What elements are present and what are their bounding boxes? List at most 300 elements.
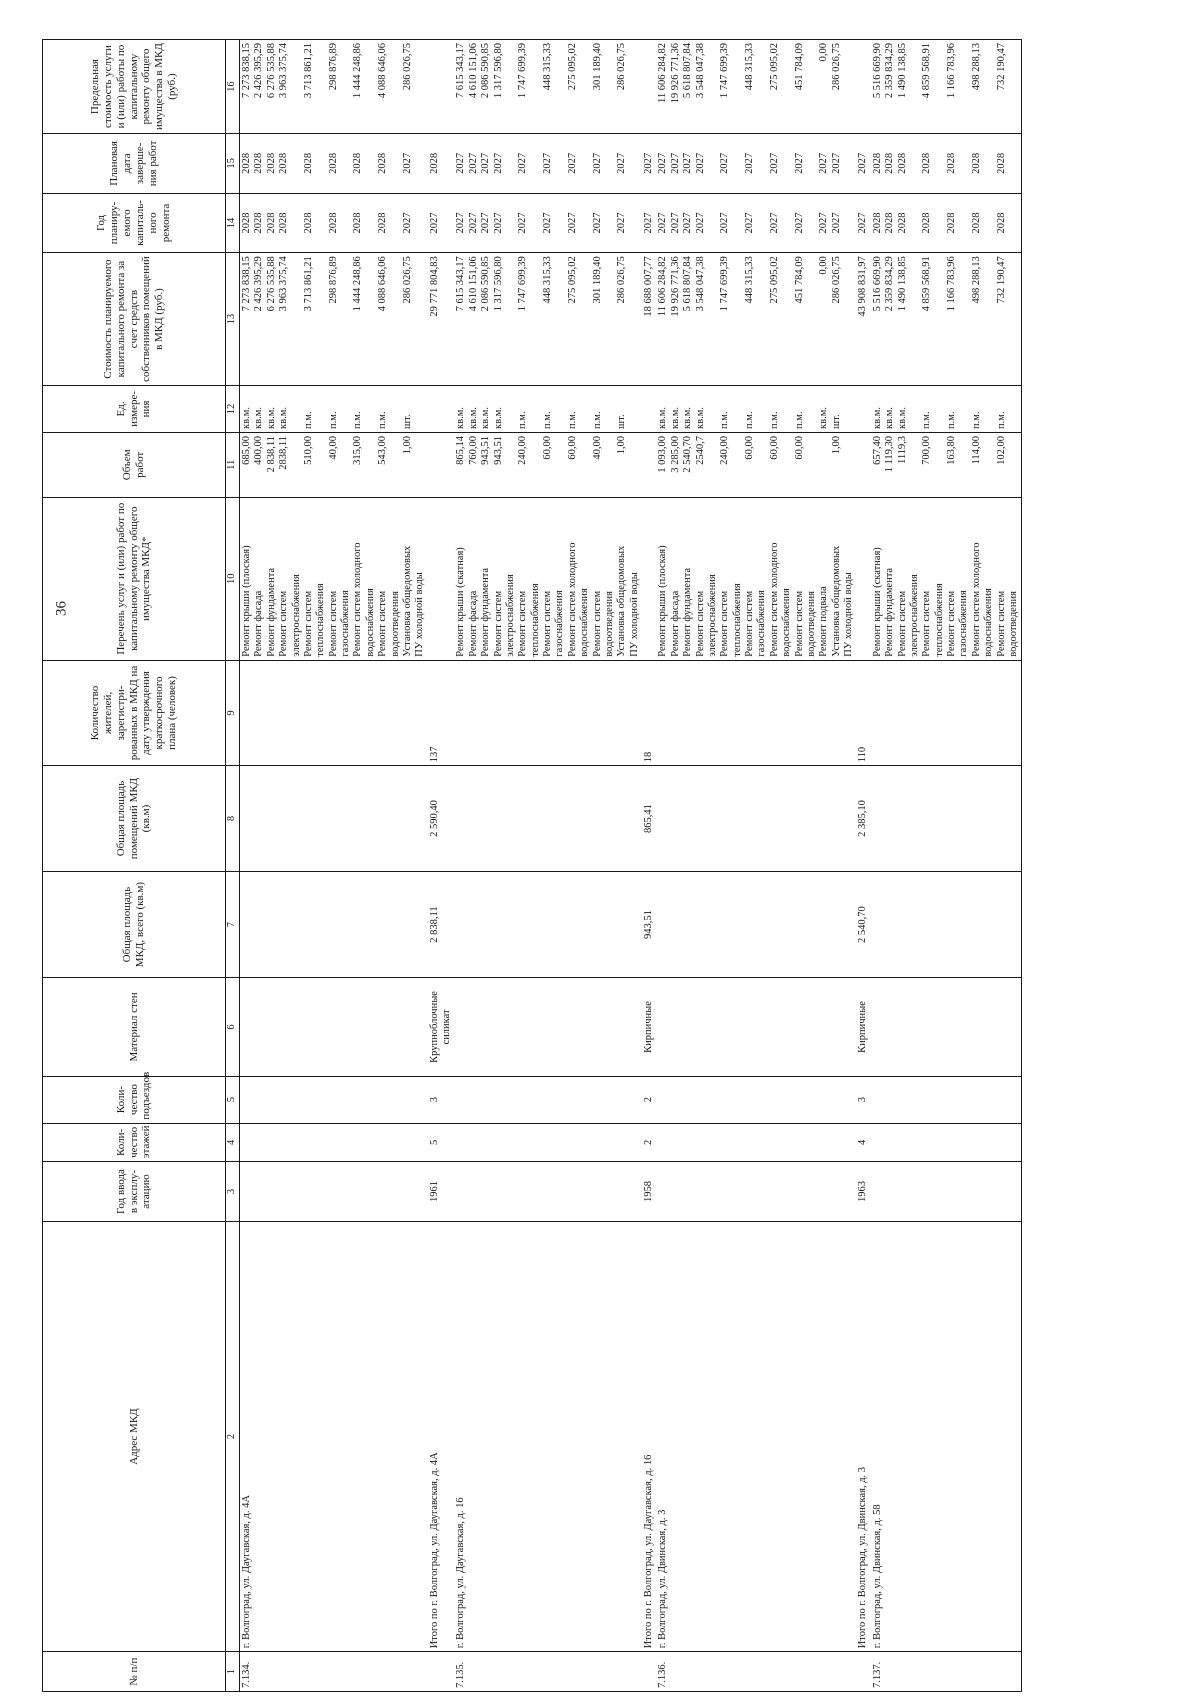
table-body: [240, 40, 1022, 1692]
plan-year-list-line: [1008, 197, 1020, 250]
works-list-line: Ремонт систем холодного: [566, 542, 578, 657]
cost-list-line: 4 859 568,91: [921, 256, 933, 312]
unit-list: [454, 385, 642, 432]
works-list-line: водоотведения: [1007, 591, 1019, 657]
end-date-list-line: 2027: [480, 152, 492, 174]
unit-list-line: кв.м.: [455, 406, 467, 429]
volume-list-line: [781, 436, 793, 494]
volume-list: [871, 432, 1022, 497]
works-list-line: Ремонт систем холодного: [970, 542, 982, 657]
works-list-line: Ремонт систем: [694, 590, 706, 657]
cost-list: [656, 253, 856, 386]
address: г. Волгоград, ул. Двинская, д. 3: [656, 1221, 856, 1652]
unit-list-line: [505, 389, 517, 429]
plan-year-list-line: 2027: [616, 212, 628, 234]
plan-year-list-line: 2028: [352, 212, 364, 234]
cost-list-line: [530, 256, 542, 382]
plan-year-list-line: [554, 197, 566, 250]
limit-cost-list-line: [390, 43, 402, 130]
cost-list-line: 3 963 375,74: [278, 256, 290, 312]
end-date-list-line: [554, 137, 566, 190]
unit-list: [240, 385, 428, 432]
cost-list-line: [756, 256, 768, 382]
limit-cost-list-line: [934, 43, 946, 130]
end-date-list-line: 2028: [995, 152, 1007, 174]
volume-list-line: 60,00: [744, 435, 755, 460]
cost-list-line: 4 088 646,06: [377, 256, 389, 312]
unit-list-line: п.м.: [946, 411, 957, 429]
column-number: 14: [226, 193, 240, 253]
limit-cost-list-line: 298 876,89: [327, 43, 339, 91]
unit-list-line: [629, 389, 641, 429]
limit-cost-list: [454, 40, 642, 134]
area-total: [454, 871, 642, 978]
total-walls: Кирпичные: [642, 978, 656, 1076]
end-date-list-line: [756, 137, 768, 190]
limit-cost-list-line: 275 095,02: [768, 43, 780, 91]
column-header: Стоимость планируемого капитального ремонта за счет средств собственников помещений в МКД (руб.): [43, 253, 226, 386]
cost-list-line: 2 086 590,85: [480, 256, 492, 312]
works-list-line: Ремонт систем: [995, 590, 1007, 657]
volume-list-line: [291, 436, 303, 494]
area-total: [871, 871, 1022, 978]
unit-list-line: [579, 389, 591, 429]
total-cost: 43 908 831,97: [856, 253, 870, 386]
works-list-line: Ремонт систем: [517, 590, 529, 657]
area-rooms: [871, 766, 1022, 872]
end-date-list-line: 2028: [253, 152, 265, 174]
end-date-list-line: [781, 137, 793, 190]
cost-list-line: 1 444 248,86: [352, 256, 364, 312]
plan-year-list-line: [505, 197, 517, 250]
limit-cost-list-line: [909, 43, 921, 130]
column-header: Общая площадь МКД, всего (кв.м): [43, 871, 226, 978]
column-number: 9: [226, 660, 240, 766]
volume-list-line: [579, 436, 591, 494]
limit-cost-list-line: [843, 43, 855, 130]
plan-year-list: [454, 193, 642, 253]
column-header: Коли-чество подъездов: [43, 1076, 226, 1123]
total-plan-year: 2027: [642, 193, 656, 253]
end-date-list-line: 2028: [241, 152, 252, 174]
plan-year-list-line: [629, 197, 641, 250]
total-floors: 5: [428, 1123, 455, 1162]
limit-cost-list-line: 2 426 395,29: [253, 43, 265, 99]
cost-list-line: 4 610 151,06: [467, 256, 479, 312]
cost-list-line: 7 273 838,15: [241, 256, 252, 312]
works-list-line: Ремонт фасада: [253, 590, 265, 657]
plan-year-list-line: 2027: [480, 212, 492, 234]
limit-cost-list-line: [983, 43, 995, 130]
column-header: Год планиру-емого капиталь-ного ремонта: [43, 193, 226, 253]
cost-list-line: [554, 256, 566, 382]
wall-material: [454, 978, 642, 1076]
entrances: [656, 1076, 856, 1123]
volume-list-line: [818, 436, 830, 494]
limit-cost-list-line: [340, 43, 352, 130]
plan-year-list-line: [365, 197, 377, 250]
end-date-list-line: [340, 137, 352, 190]
cost-list-line: [365, 256, 377, 382]
end-date-list-line: [909, 137, 921, 190]
limit-cost-list-line: 4 610 151,06: [467, 43, 479, 99]
works-list-line: электроснабжения: [504, 574, 516, 657]
limit-cost-list-line: 498 288,13: [970, 43, 982, 91]
limit-cost-list-line: 5 516 669,90: [871, 43, 883, 99]
limit-cost-list-line: [365, 43, 377, 130]
cost-list-line: [958, 256, 970, 382]
plan-year-list-line: 2028: [377, 212, 389, 234]
plan-year-list-line: 2028: [327, 212, 339, 234]
unit-list-line: кв.м.: [265, 406, 277, 429]
end-date-list: [871, 134, 1022, 194]
column-number: 13: [226, 253, 240, 386]
works-list-line: Ремонт крыши (скатная): [455, 547, 467, 657]
total-row: [856, 40, 870, 1692]
column-header: Объем работ: [43, 432, 226, 497]
works-list-line: Ремонт систем: [377, 590, 389, 657]
total-label: Итого по г. Волгоград, ул. Даугавская, д. 16: [642, 1221, 656, 1652]
limit-cost-list-line: [707, 43, 719, 130]
limit-cost-list-line: 286 026,75: [616, 43, 628, 91]
unit-list-line: кв.м.: [896, 406, 908, 429]
unit-list-line: [909, 389, 921, 429]
cost-list-line: [390, 256, 402, 382]
volume-list-line: 240,00: [517, 435, 529, 465]
unit-list-line: кв.м.: [657, 406, 669, 429]
works-list-line: газоснабжения: [554, 590, 566, 657]
end-date-list-line: [958, 137, 970, 190]
row-number: 7.135.: [454, 1652, 642, 1692]
end-date-list-line: 2027: [492, 152, 504, 174]
plan-year-list-line: 2028: [970, 212, 982, 234]
table-row: [240, 40, 428, 1692]
total-plan-year: 2027: [856, 193, 870, 253]
works-list-line: Ремонт фундамента: [480, 567, 492, 657]
limit-cost-list: [656, 40, 856, 134]
total-entrances: 3: [428, 1076, 455, 1123]
works-list-line: Ремонт систем: [591, 590, 603, 657]
table-row: [871, 40, 1022, 1692]
column-header: Общая площадь помещений МКД (кв.м): [43, 766, 226, 872]
plan-year-list-line: [958, 197, 970, 250]
unit-list-line: [1008, 389, 1020, 429]
plan-year-list: [656, 193, 856, 253]
end-date-list-line: 2027: [830, 152, 842, 174]
end-date-list-line: 2028: [896, 152, 908, 174]
volume-list-line: [806, 436, 818, 494]
limit-cost-list-line: 1 166 783,96: [946, 43, 957, 99]
volume-list-line: 114,00: [970, 435, 982, 465]
end-date-list-line: [414, 137, 426, 190]
volume-list-line: 1,00: [830, 435, 842, 455]
volume-list-line: [756, 436, 768, 494]
plan-year-list-line: 2027: [657, 212, 669, 234]
total-entrances: 2: [642, 1076, 656, 1123]
total-floors: 2: [642, 1123, 656, 1162]
works-list-line: Ремонт систем: [302, 590, 314, 657]
residents: [656, 660, 856, 766]
end-date-list-line: [806, 137, 818, 190]
total-residents: 110: [856, 660, 870, 766]
unit-list-line: [291, 389, 303, 429]
cost-list-line: 498 288,13: [970, 256, 982, 304]
unit-list-line: п.м.: [352, 411, 364, 429]
commission-year: [454, 1162, 642, 1222]
column-number: 5: [226, 1076, 240, 1123]
limit-cost-list-line: [732, 43, 744, 130]
plan-year-list-line: 2028: [278, 212, 290, 234]
works-list-line: теплоснабжения: [731, 583, 743, 657]
end-date-list-line: 2027: [657, 152, 669, 174]
unit-list-line: [390, 389, 402, 429]
works-list-line: электроснабжения: [908, 574, 920, 657]
cost-list-line: [707, 256, 719, 382]
volume-list-line: 315,00: [352, 435, 364, 465]
limit-cost-list-line: [315, 43, 327, 130]
volume-list: [454, 432, 642, 497]
plan-year-list-line: 2027: [566, 212, 578, 234]
entrances: [240, 1076, 428, 1123]
limit-cost-list-line: [530, 43, 542, 130]
unit-list-line: [365, 389, 377, 429]
limit-cost-list-line: [554, 43, 566, 130]
limit-cost-list-line: [806, 43, 818, 130]
cost-list-line: 1 490 138,85: [896, 256, 908, 312]
volume-list-line: [340, 436, 352, 494]
works-list-line: Ремонт фасада: [669, 590, 681, 657]
end-date-list-line: [934, 137, 946, 190]
column-number: 11: [226, 432, 240, 497]
plan-year-list-line: 2028: [265, 212, 277, 234]
limit-cost-list-line: 1 490 138,85: [896, 43, 908, 99]
table-row: [454, 40, 642, 1692]
wall-material: [240, 978, 428, 1076]
end-date-list-line: 2028: [302, 152, 314, 174]
end-date-list-line: 2027: [591, 152, 603, 174]
end-date-list-line: 2028: [921, 152, 933, 174]
column-number: 4: [226, 1123, 240, 1162]
wall-material: [656, 978, 856, 1076]
works-list-line: Ремонт систем: [744, 590, 755, 657]
end-date-list-line: 2028: [377, 152, 389, 174]
unit-list-line: кв.м.: [492, 406, 504, 429]
cost-list-line: 2 426 395,29: [253, 256, 265, 312]
row-number: 7.137.: [871, 1652, 1022, 1692]
cost-list-line: 11 606 284,82: [657, 256, 669, 317]
works-list-line: Ремонт систем: [946, 590, 957, 657]
cost-list-line: 19 926 771,36: [669, 256, 681, 317]
end-date-list-line: [365, 137, 377, 190]
works-list-line: Установка общедомовых: [616, 545, 628, 657]
works-list: [656, 497, 856, 660]
end-date-list-line: [291, 137, 303, 190]
volume-list-line: [604, 436, 616, 494]
end-date-list-line: 2028: [871, 152, 883, 174]
total-residents: 18: [642, 660, 656, 766]
unit-list-line: [843, 389, 855, 429]
total-area: 2 540,70: [856, 871, 870, 978]
plan-year-list-line: 2027: [467, 212, 479, 234]
limit-cost-list-line: [414, 43, 426, 130]
plan-year-list: [240, 193, 428, 253]
plan-year-list-line: 2028: [253, 212, 265, 234]
cost-list-line: 1 317 596,80: [492, 256, 504, 312]
cost-list-line: 275 095,02: [566, 256, 578, 304]
cost-list-line: [414, 256, 426, 382]
works-list-line: ПУ холодной воды: [414, 572, 426, 657]
end-date-list-line: 2027: [682, 152, 694, 174]
volume-list-line: [390, 436, 402, 494]
total-empty: [642, 385, 656, 432]
volume-list: [240, 432, 428, 497]
unit-list-line: кв.м.: [669, 406, 681, 429]
cost-list-line: 286 026,75: [401, 256, 413, 304]
unit-list-line: [958, 389, 970, 429]
cost-list-line: 286 026,75: [616, 256, 628, 304]
total-spacer: [642, 1652, 656, 1692]
limit-cost-list-line: 3 713 861,21: [302, 43, 314, 99]
column-number: 1: [226, 1652, 240, 1692]
cost-list: [240, 253, 428, 386]
unit-list-line: [934, 389, 946, 429]
column-number: 15: [226, 134, 240, 194]
volume-list-line: 760,00: [467, 435, 479, 465]
unit-list-line: [530, 389, 542, 429]
plan-year-list-line: 2028: [921, 212, 933, 234]
column-number: 8: [226, 766, 240, 872]
end-date-list-line: [843, 137, 855, 190]
plan-year-list-line: [707, 197, 719, 250]
column-header: Количество жителей, зарегистри-рованных в МКД на дату утверждения краткосрочного плана (человек): [43, 660, 226, 766]
column-header: Перечень услуг и (или) работ по капитальному ремонту общего имущества МКД*: [43, 497, 226, 660]
column-number: 12: [226, 385, 240, 432]
plan-year-list-line: [756, 197, 768, 250]
end-date-list-line: [629, 137, 641, 190]
volume-list-line: 400,00: [253, 435, 265, 465]
unit-list-line: [554, 389, 566, 429]
page-number: 36: [53, 601, 70, 616]
limit-cost-list-line: [958, 43, 970, 130]
end-date-list-line: 2027: [401, 152, 413, 174]
total-empty: [428, 432, 455, 497]
plan-year-list-line: [781, 197, 793, 250]
volume-list-line: 510,00: [302, 435, 314, 465]
plan-year-list-line: 2027: [517, 212, 529, 234]
volume-list-line: [707, 436, 719, 494]
works-list-line: водоотведения: [389, 591, 401, 657]
total-spacer: [856, 1652, 870, 1692]
unit-list-line: п.м.: [517, 411, 529, 429]
volume-list-line: 2540,7: [694, 435, 706, 465]
plan-year-list-line: 2027: [818, 212, 830, 234]
end-date-list-line: [579, 137, 591, 190]
limit-cost-list: [240, 40, 428, 134]
plan-year-list-line: 2027: [591, 212, 603, 234]
cost-list-line: 1 747 699,39: [517, 256, 529, 312]
total-floors: 4: [856, 1123, 870, 1162]
plan-year-list-line: 2028: [241, 212, 252, 234]
column-header: Адрес МКД: [43, 1221, 226, 1652]
plan-year-list-line: [291, 197, 303, 250]
limit-cost-list-line: 2 359 834,29: [884, 43, 896, 99]
total-empty: [856, 40, 870, 134]
volume-list-line: 943,51: [492, 435, 504, 465]
residents: [240, 660, 428, 766]
works-list-line: Ремонт фасада: [467, 590, 479, 657]
limit-cost-list-line: 448 315,33: [542, 43, 553, 91]
plan-year-list-line: [843, 197, 855, 250]
repair-plan-table: [42, 39, 1022, 1692]
volume-list-line: 102,00: [995, 435, 1007, 465]
limit-cost-list-line: [579, 43, 591, 130]
total-walls: Кирпичные: [856, 978, 870, 1076]
total-cost: 29 771 804,83: [428, 253, 455, 386]
plan-year-list-line: [340, 197, 352, 250]
works-list-line: Ремонт подвала: [818, 586, 830, 657]
volume-list-line: 1 093,00: [657, 435, 669, 473]
unit-list-line: кв.м.: [253, 406, 265, 429]
limit-cost-list-line: 11 606 284,82: [657, 43, 669, 103]
cost-list-line: [909, 256, 921, 382]
plan-year-list-line: [390, 197, 402, 250]
end-date-list-line: 2027: [542, 152, 553, 174]
volume-list-line: 40,00: [591, 435, 603, 460]
unit-list-line: п.м.: [591, 411, 603, 429]
end-date-list-line: [390, 137, 402, 190]
wall-material: [871, 978, 1022, 1076]
plan-year-list-line: 2027: [542, 212, 553, 234]
unit-list-line: п.м.: [719, 411, 731, 429]
works-list-line: водоснабжения: [983, 588, 995, 657]
limit-cost-list-line: [604, 43, 616, 130]
plan-year-list-line: 2027: [830, 212, 842, 234]
total-residents: 137: [428, 660, 455, 766]
limit-cost-list-line: [756, 43, 768, 130]
works-list-line: Ремонт фундамента: [265, 567, 277, 657]
end-date-list-line: [983, 137, 995, 190]
total-walls: Крупноблочные силикат: [428, 978, 455, 1076]
plan-year-list-line: 2027: [793, 212, 805, 234]
unit-list-line: шт.: [830, 414, 842, 429]
plan-year-list-line: 2028: [871, 212, 883, 234]
total-area-rooms: 2 590,40: [428, 766, 455, 872]
end-date-list-line: 2028: [970, 152, 982, 174]
volume-list-line: [629, 436, 641, 494]
end-date-list: [454, 134, 642, 194]
works-list-line: Ремонт крыши (плоская): [241, 545, 252, 657]
volume-list-line: 943,51: [480, 435, 492, 465]
total-spacer: [428, 1652, 455, 1692]
unit-list-line: кв.м.: [241, 406, 252, 429]
column-header: № п/п: [43, 1652, 226, 1692]
limit-cost-list-line: 4 088 646,06: [377, 43, 389, 99]
works-list-line: Ремонт систем: [278, 590, 290, 657]
end-date-list-line: [1008, 137, 1020, 190]
header-row: [43, 40, 226, 1692]
end-date-list-line: 2027: [744, 152, 755, 174]
plan-year-list-line: [604, 197, 616, 250]
total-area: 2 838,11: [428, 871, 455, 978]
table-row: [656, 40, 856, 1692]
unit-list-line: кв.м.: [694, 406, 706, 429]
total-empty: [642, 40, 656, 134]
unit-list-line: кв.м.: [682, 406, 694, 429]
volume-list-line: [315, 436, 327, 494]
unit-list-line: п.м.: [377, 411, 389, 429]
cost-list-line: [983, 256, 995, 382]
limit-cost-list-line: 451 784,09: [793, 43, 805, 91]
